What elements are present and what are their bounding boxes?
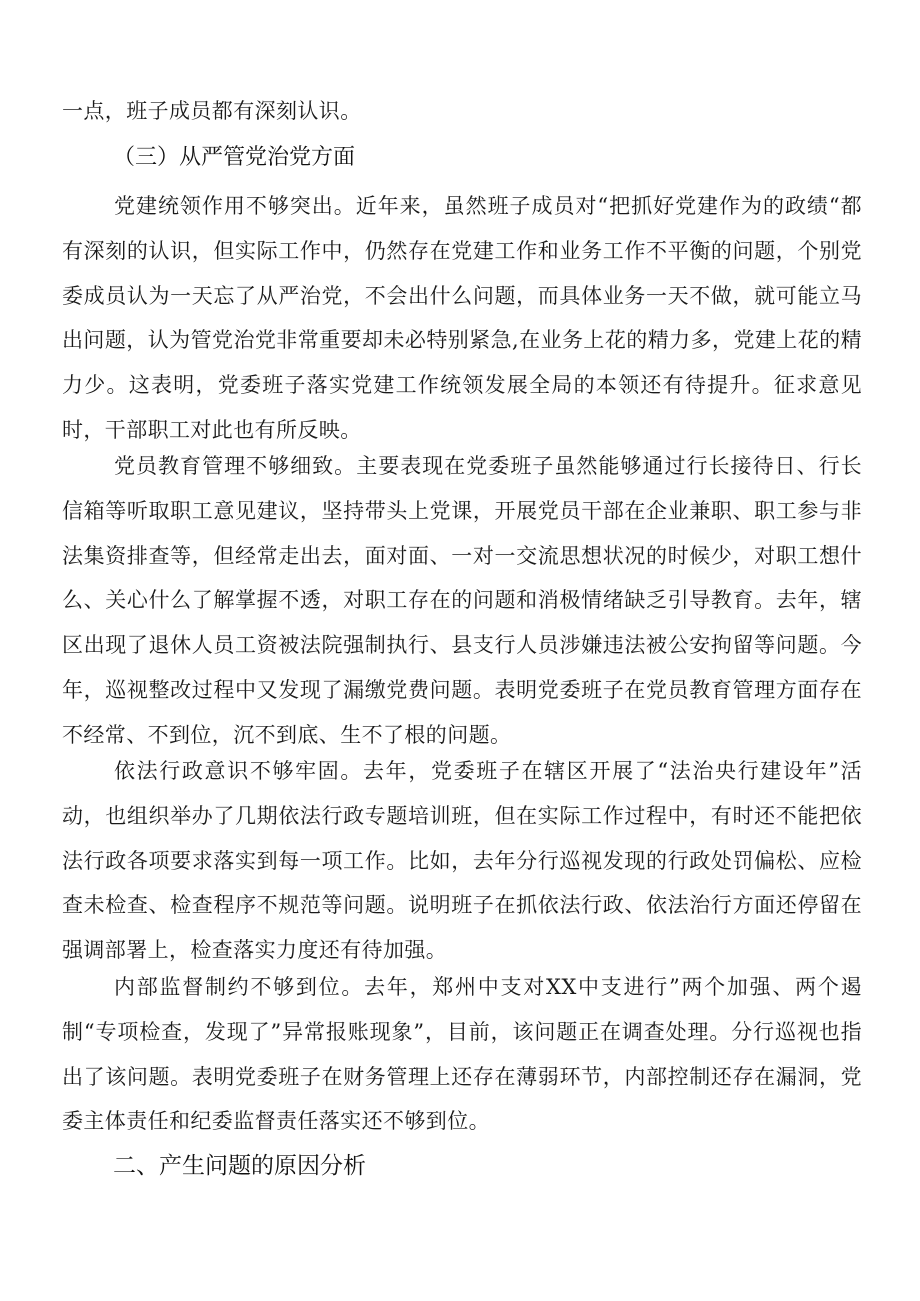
- paragraph-rule-of-law: 依法行政意识不够牢固。去年，党委班子在辖区开展了“法治央行建设年”活动，也组织举办了几期依法行政专题培训班，但在实际工作过程中，有时还不能把依法行政各项要求落实到每一项工作。比如，去年分行巡视发现的行政处罚偏松、应检查未检查、检查程序不规范等问题。说明班子在抓依法行政、依法治行方面还停留在强调部署上，检查落实力度还有待加强。: [62, 759, 862, 963]
- paragraph-internal-supervision: 内部监督制约不够到位。去年，郑州中支对XX中支进行”两个加强、两个遏制“专项检查，发现了”异常报账现象”，目前，该问题正在调查处理。分行巡视也指出了该问题。表明党委班子在财务管理上还存在薄弱环节，内部控制还存在漏洞，党委主体责任和纪委监督责任落实还不够到位。: [62, 975, 862, 1134]
- intro-line: 一点，班子成员都有深刻认识。: [62, 99, 362, 123]
- section-2-heading: 二、产生问题的原因分析: [113, 1153, 366, 1179]
- paragraph-party-leadership: 党建统领作用不够突出。近年来，虽然班子成员对“把抓好党建作为的政绩“都有深刻的认识，但实际工作中，仍然存在党建工作和业务工作不平衡的问题，个别党委成员认为一天忘了从严治党，不会出什么问题，而具体业务一天不做，就可能立马出问题，认为管党治党非常重要却未必特别紧急,在业务上花的精力多，党建上花的精力少。这表明，党委班子落实党建工作统领发展全局的本领还有待提升。征求意见时，干部职工对此也有所反映。: [62, 194, 862, 442]
- paragraph-member-education: 党员教育管理不够细致。主要表现在党委班子虽然能够通过行长接待日、行长信箱等听取职工意见建议，坚持带头上党课，开展党员干部在企业兼职、职工参与非法集资排查等，但经常走出去，面对面、一对一交流思想状况的时候少，对职工想什么、关心什么了解掌握不透，对职工存在的问题和消极情绪缺乏引导教育。去年，辖区出现了退休人员工资被法院强制执行、县支行人员涉嫌违法被公安拘留等问题。今年，巡视整改过程中又发现了漏缴党费问题。表明党委班子在党员教育管理方面存在不经常、不到位，沉不到底、生不了根的问题。: [62, 454, 862, 747]
- section-3-heading: （三）从严管党治党方面: [113, 145, 356, 170]
